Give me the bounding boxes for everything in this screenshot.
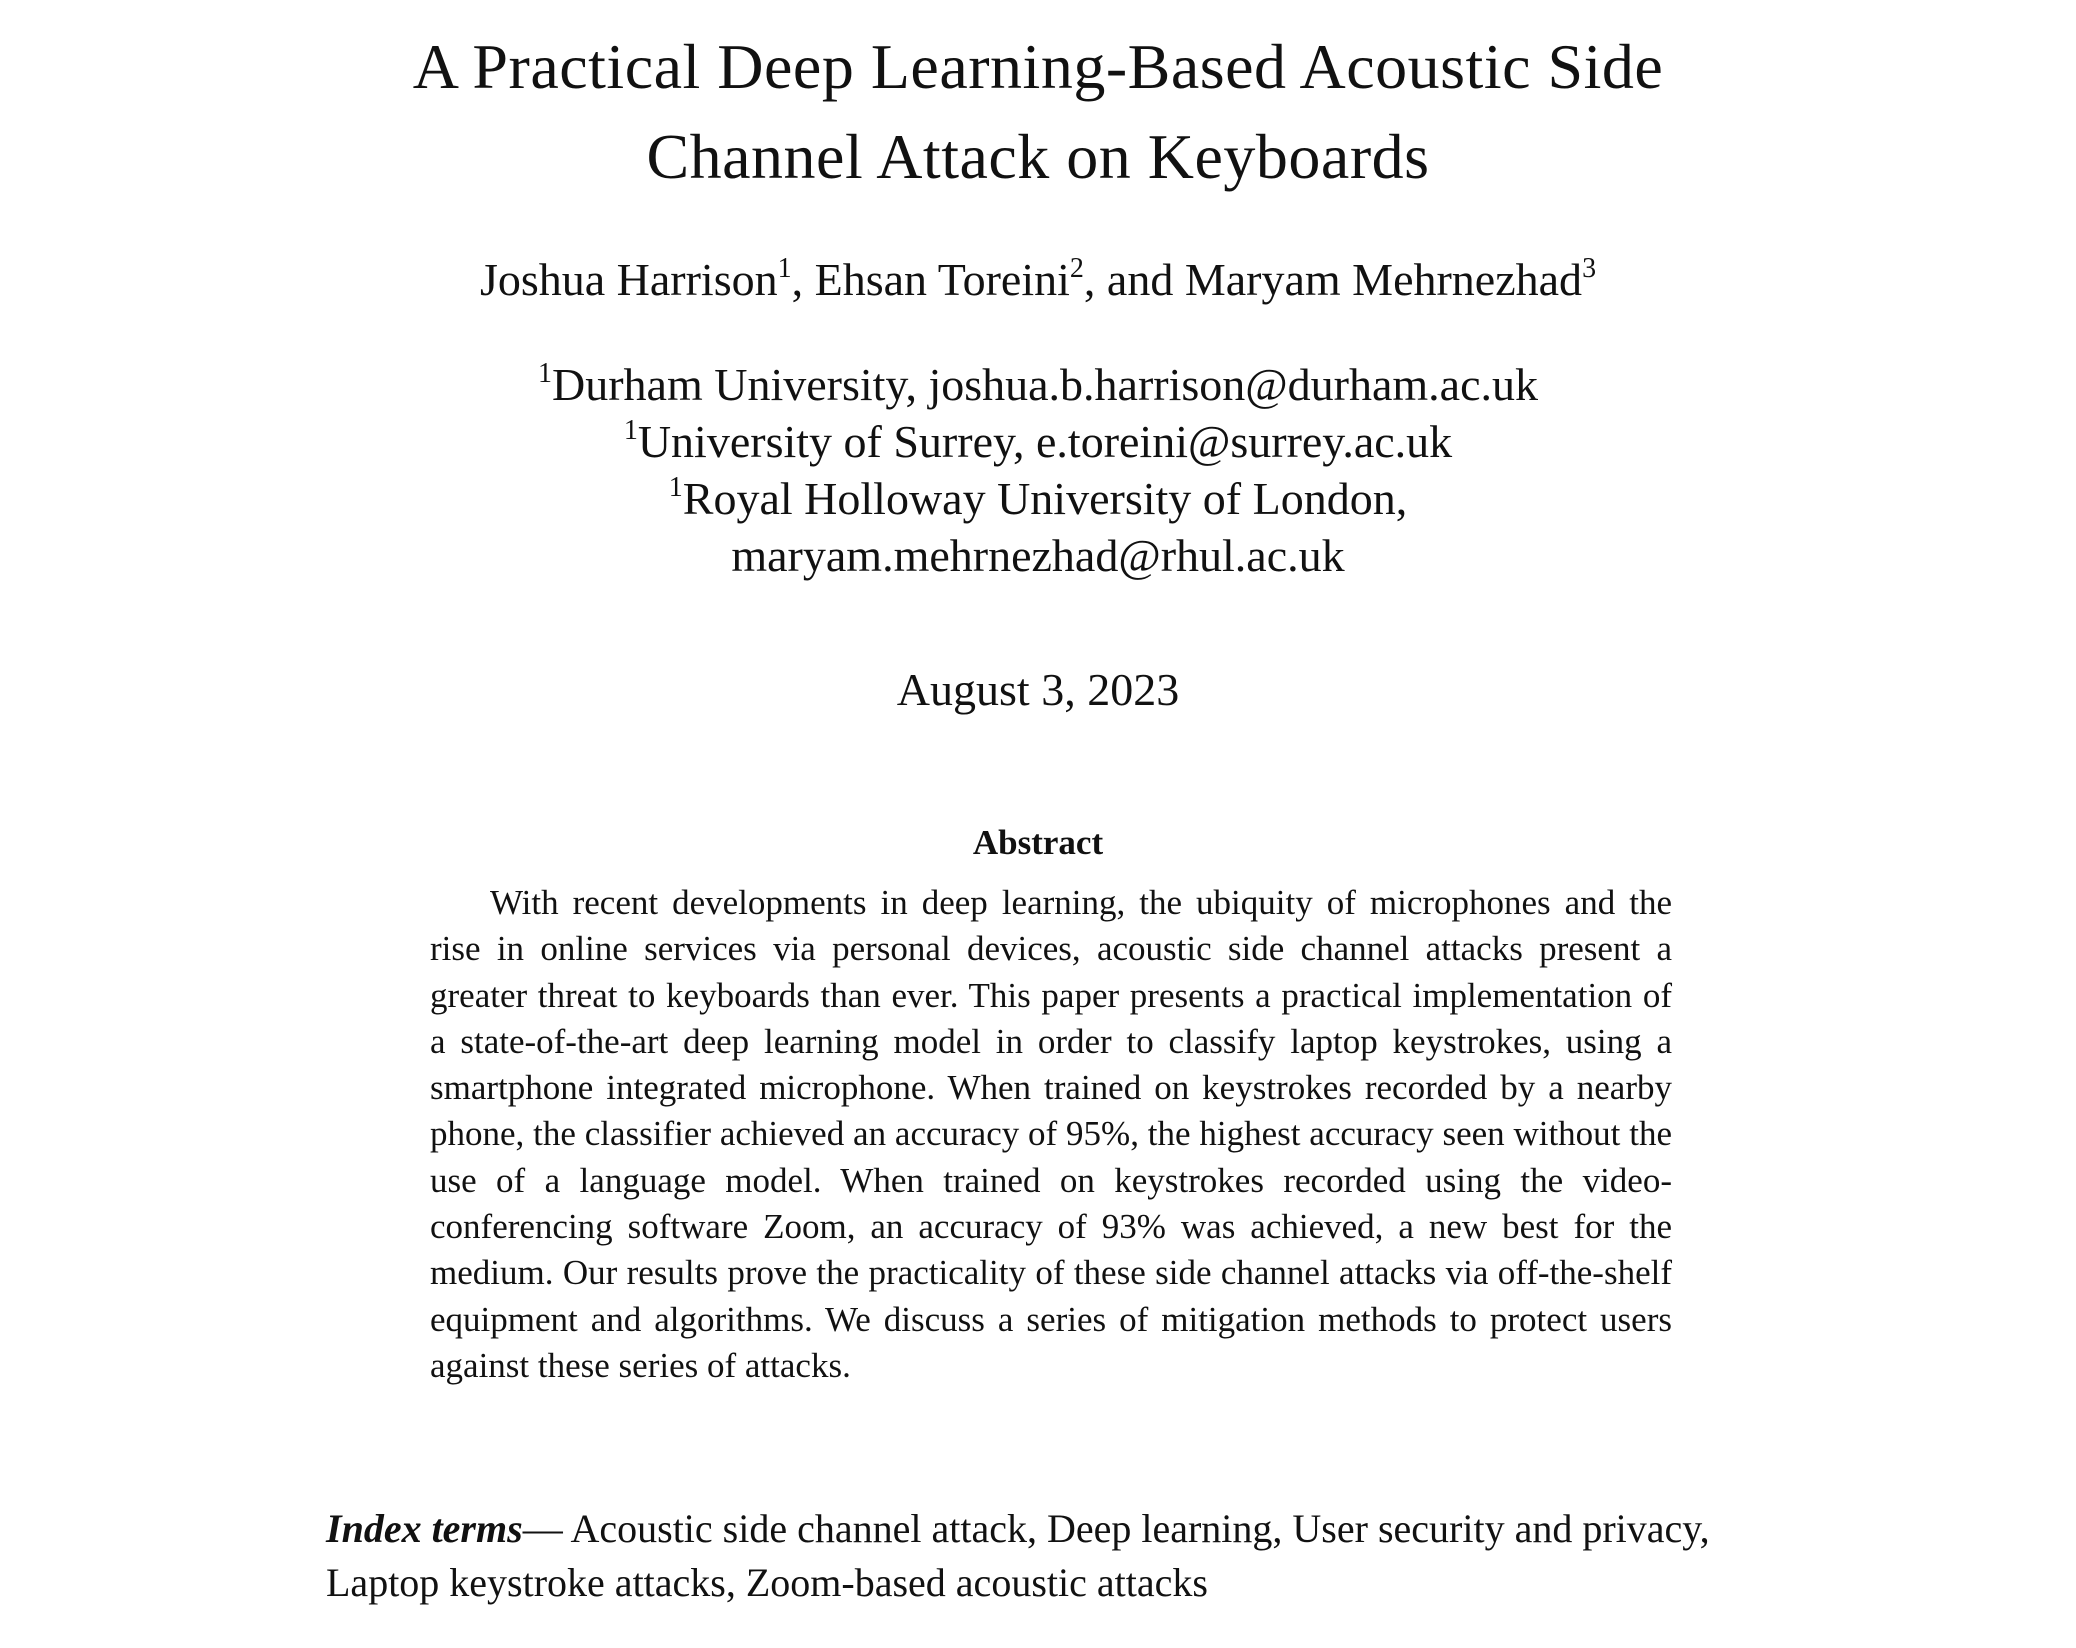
title-line-1: A Practical Deep Learning-Based Acoustic Side — [412, 31, 1664, 102]
abstract-text: With recent developments in deep learning, the ubiquity of microphones and the rise in online services via personal devices, acoustic side channel attacks present a greater threat to keyboards than ever. This paper presents a practical implementation of a state-of-the-art deep learning model in order to classify laptop keystrokes, using a smartphone integrated microphone. When trained on keystrokes recorded by a nearby phone, the classifier achieved an accuracy of 95%, the highest accuracy seen without the use of a language model. When trained on keystrokes recorded using the video-conferencing software Zoom, an accuracy of 93% was achieved, a new best for the medium. Our results prove the practicality of these side channel attacks via off-the-shelf equipment and algorithms. We discuss a series of mitigation methods to protect users against these series of attacks. — [430, 883, 1672, 1385]
publication-date: August 3, 2023 — [896, 664, 1180, 715]
index-terms-dash: — — [522, 1506, 571, 1551]
affiliation-text: Royal Holloway University of London, — [682, 473, 1408, 524]
author-name: Ehsan Toreini — [814, 254, 1070, 305]
affiliation-mark: 1 — [668, 472, 683, 503]
affiliation-list — [0, 356, 2076, 584]
author-affiliation-mark: 2 — [1069, 253, 1084, 284]
author-1 — [480, 254, 792, 305]
affiliation-1 — [0, 356, 2076, 413]
author-affiliation-mark: 3 — [1582, 253, 1597, 284]
affiliation-mark: 1 — [623, 415, 638, 446]
abstract-heading: Abstract — [972, 823, 1104, 862]
author-separator: , — [791, 254, 815, 305]
title-line-2: Channel Attack on Keyboards — [646, 121, 1430, 192]
author-affiliation-mark: 1 — [777, 253, 792, 284]
index-terms-text: Acoustic side channel attack, Deep learning, User security and privacy, Laptop keystroke attacks, Zoom-based acoustic attacks — [326, 1506, 1710, 1605]
affiliation-3-email — [0, 527, 2076, 584]
affiliation-text: University of Surrey, e.toreini@surrey.ac.uk — [637, 416, 1453, 467]
paper-title — [0, 22, 2076, 202]
index-terms-label: Index terms — [326, 1506, 523, 1551]
index-terms — [326, 1502, 1786, 1610]
author-name: Maryam Mehrnezhad — [1184, 254, 1583, 305]
affiliation-3 — [0, 470, 2076, 527]
author-2 — [815, 254, 1084, 305]
author-separator: , and — [1083, 254, 1185, 305]
author-3 — [1185, 254, 1596, 305]
affiliation-text: maryam.mehrnezhad@rhul.ac.uk — [731, 530, 1345, 581]
affiliation-text: Durham University, joshua.b.harrison@durham.ac.uk — [552, 359, 1538, 410]
author-name: Joshua Harrison — [479, 254, 778, 305]
affiliation-mark: 1 — [538, 358, 552, 389]
affiliation-2 — [0, 413, 2076, 470]
author-list — [0, 250, 2076, 310]
